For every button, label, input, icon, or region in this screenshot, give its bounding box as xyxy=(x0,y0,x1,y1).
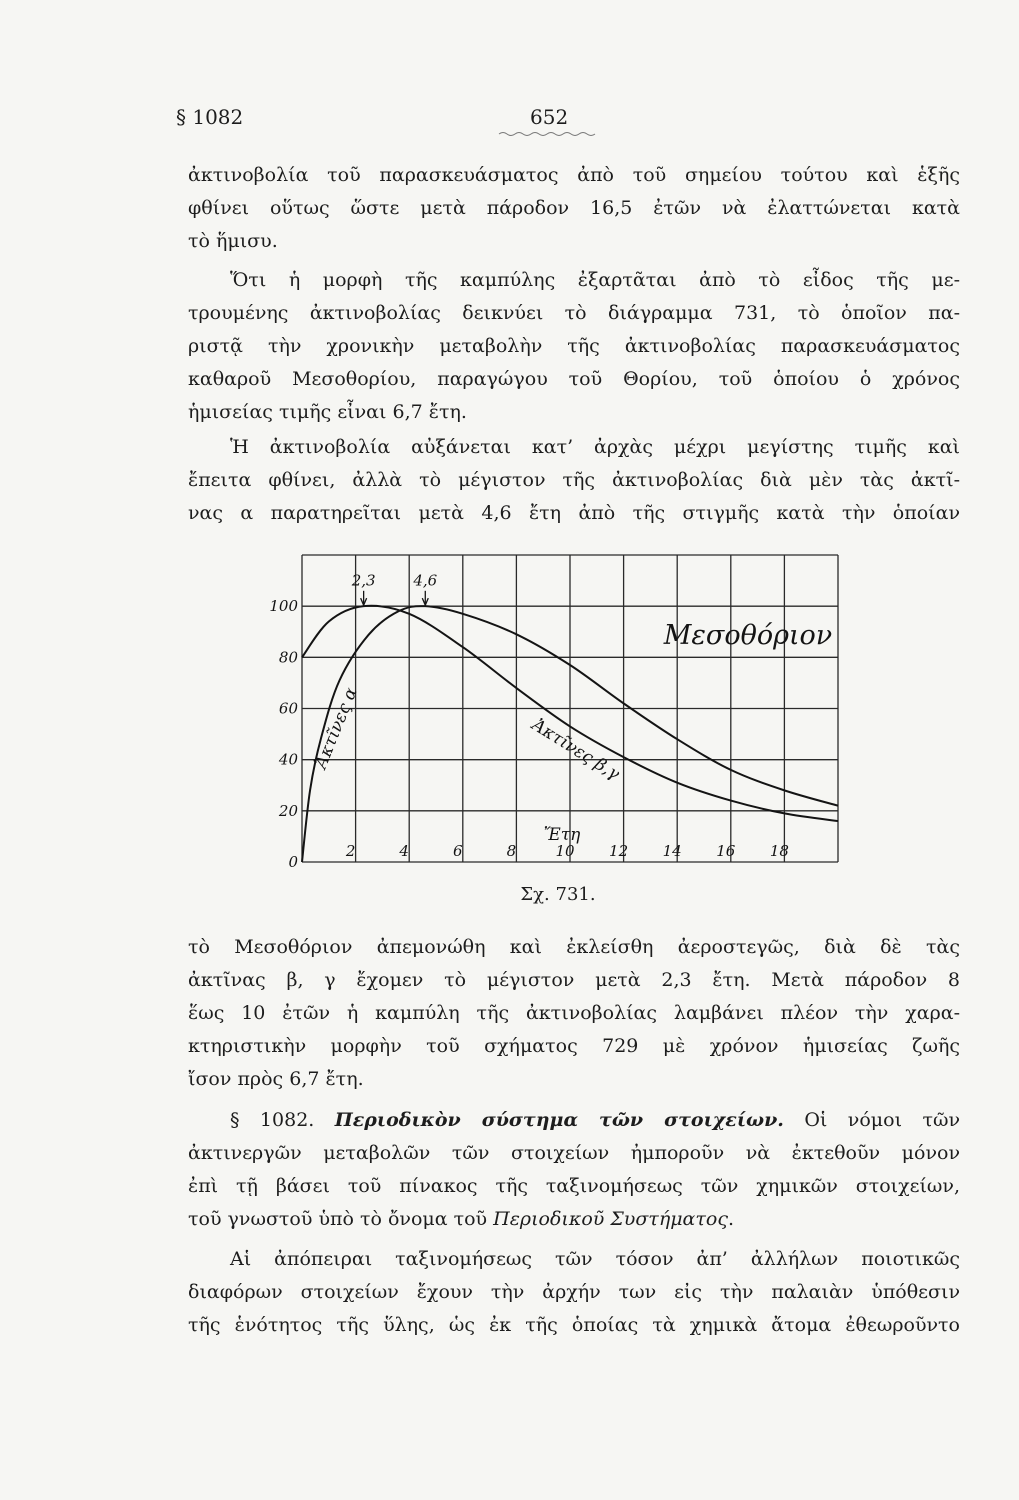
text-line xyxy=(188,1203,960,1236)
x-tick-label: 4 xyxy=(399,842,409,860)
paragraph xyxy=(188,1243,960,1342)
y-tick-label: 20 xyxy=(278,801,298,820)
italic-term: Περιοδικοῦ Συστήματος xyxy=(493,1208,728,1230)
text-line: ριστᾷ τὴν χρονικὴν μεταβολὴν τῆς ἀκτινοβολίας παρασκευάσματος xyxy=(188,335,960,357)
text-line: καθαροῦ Μεσοθορίου, παραγώγου τοῦ Θορίου, τοῦ ὁποίου ὁ χρόνος xyxy=(188,368,960,390)
x-axis-label: Ἔτη xyxy=(543,825,581,845)
y-tick-label: 60 xyxy=(278,699,298,718)
running-head-section: § 1082 xyxy=(176,105,244,129)
text-run: . xyxy=(727,1208,735,1230)
text-line: ἀκτῖνας β, γ ἔχομεν τὸ μέγιστον μετὰ 2,3 ἔτη. Μετὰ πάροδον 8 xyxy=(188,969,960,991)
x-tick-label: 8 xyxy=(506,842,517,860)
section-title: Περιοδικὸν σύστημα τῶν στοιχείων. xyxy=(334,1109,784,1131)
peak-annotations xyxy=(351,572,438,605)
series-label-alpha-rays: Ἀκτῖνες α xyxy=(311,684,362,772)
text-line: Αἱ ἀπόπειραι ταξινομήσεως τῶν τόσον ἀπ’ ἀλλήλων ποιοτικῶς xyxy=(230,1248,960,1270)
x-tick-label: 14 xyxy=(662,842,682,860)
header-ornament-rule xyxy=(497,128,597,140)
x-tick-label: 16 xyxy=(716,842,736,860)
x-tick-label: 12 xyxy=(609,842,629,860)
section-heading-line xyxy=(188,1104,960,1137)
y-tick-label: 0 xyxy=(288,853,298,871)
paragraph xyxy=(188,159,960,258)
text-line: τρουμένης ἀκτινοβολίας δεικνύει τὸ διάγραμμα 731, τὸ ὁποῖον πα- xyxy=(188,302,960,324)
text-line: κτηριστικὴν μορφὴν τοῦ σχήματος 729 μὲ χρόνον ἡμισείας ζωῆς xyxy=(188,1035,960,1057)
paragraph xyxy=(188,431,960,530)
figure-caption: Σχ. 731. xyxy=(520,884,596,905)
peak-label: 4,6 xyxy=(413,571,438,590)
text-run: τοῦ γνωστοῦ ὑπὸ τὸ ὄνομα τοῦ xyxy=(188,1208,488,1230)
radiation-time-chart xyxy=(255,540,855,885)
y-tick-label: 80 xyxy=(278,648,298,667)
text-line: ἡμισείας τιμῆς εἶναι 6,7 ἔτη. xyxy=(188,401,467,423)
page-number: 652 xyxy=(530,105,569,129)
x-tick-label: 10 xyxy=(555,842,575,860)
paragraph xyxy=(188,931,960,1096)
text-line: ἀκτινεργῶν μεταβολῶν τῶν στοιχείων ἠμποροῦν νὰ ἐκτεθοῦν μόνον xyxy=(188,1142,960,1164)
text-line: νας α παρατηρεῖται μετὰ 4,6 ἔτη ἀπὸ τῆς στιγμῆς κατὰ τὴν ὁποίαν xyxy=(188,502,960,524)
peak-label: 2,3 xyxy=(351,571,376,590)
text-line: τὸ Μεσοθόριον ἀπεμονώθη καὶ ἐκλείσθη ἀεροστεγῶς, διὰ δὲ τὰς xyxy=(188,936,960,958)
section-paragraph xyxy=(188,1104,960,1236)
text-line: τῆς ἑνότητος τῆς ὕλης, ὡς ἐκ τῆς ὁποίας τὰ χημικὰ ἄτομα ἐθεωροῦντο xyxy=(188,1314,960,1336)
text-line: φθίνει οὕτως ὥστε μετὰ πάροδον 16,5 ἐτῶν νὰ ἐλαττώνεται κατὰ xyxy=(188,197,960,219)
y-tick-label: 40 xyxy=(278,750,298,769)
x-tick-label: 18 xyxy=(769,842,789,860)
text-line: τὸ ἥμισυ. xyxy=(188,230,278,252)
chart-title-mesothorium: Μεσοθόριον xyxy=(663,620,833,651)
text-line: Ὅτι ἡ μορφὴ τῆς καμπύλης ἐξαρτᾶται ἀπὸ τὸ εἶδος τῆς με- xyxy=(230,269,960,291)
series-label-beta-gamma-rays: Ἀκτῖνες β,γ xyxy=(528,714,624,785)
text-run: Οἱ νόμοι τῶν xyxy=(804,1109,960,1131)
y-tick-label: 100 xyxy=(269,597,298,616)
section-number: § 1082. xyxy=(230,1109,315,1131)
text-line: ἕως 10 ἐτῶν ἡ καμπύλη τῆς ἀκτινοβολίας λαμβάνει πλέον τὴν χαρα- xyxy=(188,1002,960,1024)
text-line: ἐπὶ τῇ βάσει τοῦ πίνακος τῆς ταξινομήσεως τῶν χημικῶν στοιχείων, xyxy=(188,1175,960,1197)
text-line: ἔπειτα φθίνει, ἀλλὰ τὸ μέγιστον τῆς ἀκτινοβολίας διὰ μὲν τὰς ἀκτῖ- xyxy=(188,469,960,491)
text-line: ἀκτινοβολία τοῦ παρασκευάσματος ἀπὸ τοῦ σημείου τούτου καὶ ἑξῆς xyxy=(188,164,960,186)
text-line: ἴσον πρὸς 6,7 ἔτη. xyxy=(188,1068,364,1090)
text-line: Ἡ ἀκτινοβολία αὐξάνεται κατ’ ἀρχὰς μέχρι μεγίστης τιμῆς καὶ xyxy=(230,436,960,458)
x-tick-label: 6 xyxy=(453,842,463,860)
text-line: διαφόρων στοιχείων ἔχουν τὴν ἀρχήν των εἰς τὴν παλαιὰν ὑπόθεσιν xyxy=(188,1281,960,1303)
paragraph xyxy=(188,264,960,429)
x-tick-label: 2 xyxy=(345,842,356,860)
chart-grid xyxy=(302,555,838,862)
